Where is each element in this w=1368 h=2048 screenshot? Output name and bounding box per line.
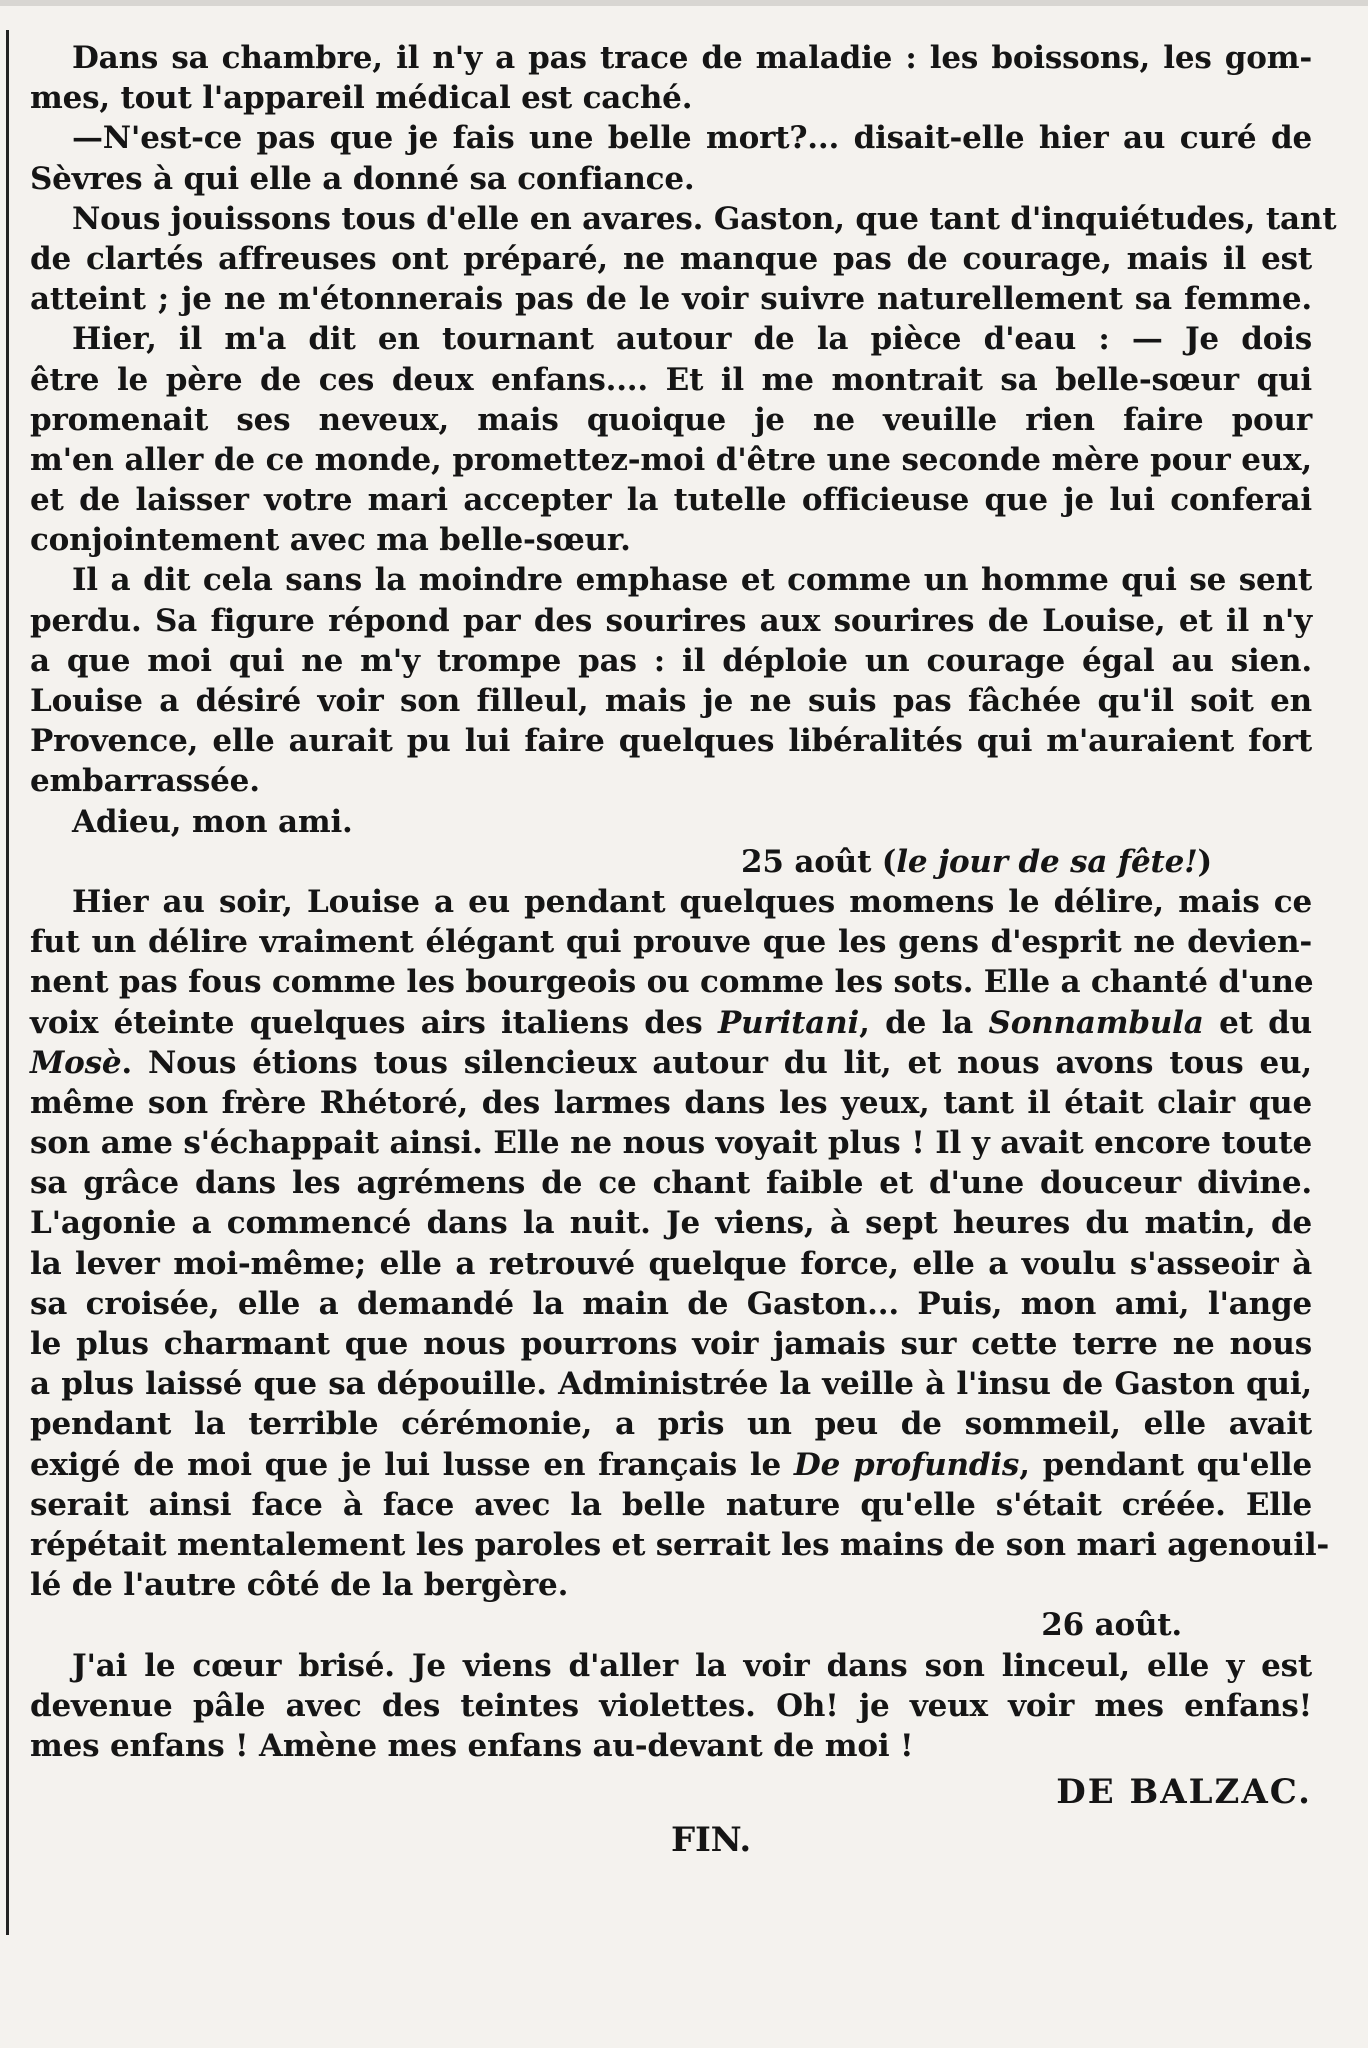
text-line: répétait mentalement les paroles et serrait les mains de son mari agenouil- — [30, 1526, 1330, 1563]
text-line: Provence, elle aurait pu lui faire quelques libéralités qui m'auraient fort — [30, 723, 1312, 760]
text-line: a que moi qui ne m'y trompe pas : il déploie un courage égal au sien. — [30, 642, 1312, 679]
text-line: Sèvres à qui elle a donné sa confiance. — [30, 160, 695, 197]
text-line: Mosè. Nous étions tous silencieux autour du lit, et nous avons tous eu, — [30, 1044, 1312, 1081]
text-line: lé de l'autre côté de la bergère. — [30, 1567, 569, 1604]
italic-title: Puritani — [718, 1004, 860, 1041]
text-line: Il a dit cela sans la moindre emphase et comme un homme qui se sent — [72, 562, 1312, 599]
text-line: —N'est-ce pas que je fais une belle mort?... disait-elle hier au curé de — [72, 120, 1312, 157]
text-line: embarrassée. — [30, 763, 260, 800]
text-line: même son frère Rhétoré, des larmes dans les yeux, tant il était clair que — [30, 1084, 1312, 1121]
text-line: et de laisser votre mari accepter la tutelle officieuse que je lui conferai — [30, 482, 1312, 519]
text-line: 26 août. — [1041, 1607, 1182, 1644]
text-line: exigé de moi que je lui lusse en français le De profundis, pendant qu'elle — [30, 1446, 1312, 1483]
text-line: mes enfans ! Amène mes enfans au-devant de moi ! — [30, 1727, 914, 1764]
italic-title: De profundis — [793, 1446, 1020, 1483]
text-line: nent pas fous comme les bourgeois ou comme les sots. Elle a chanté d'une — [30, 964, 1314, 1001]
text-line: pendant la terrible cérémonie, a pris un peu de sommeil, elle avait — [30, 1406, 1312, 1443]
text-line: promenait ses neveux, mais quoique je ne veuille rien faire pour — [30, 401, 1312, 438]
italic-title: Mosè — [30, 1044, 122, 1081]
text-line: Adieu, mon ami. — [72, 803, 353, 840]
text-line: de clartés affreuses ont préparé, ne manque pas de courage, mais il est — [30, 240, 1312, 277]
text-line: Dans sa chambre, il n'y a pas trace de maladie : les boissons, les gom- — [72, 40, 1312, 76]
signature: DE BALZAC. — [1056, 1772, 1312, 1813]
body-text — [30, 38, 1337, 1766]
top-border — [0, 0, 1368, 6]
text-line: Louise a désiré voir son filleul, mais je ne suis pas fâchée qu'il soit en — [30, 683, 1312, 719]
text-line: sa croisée, elle a demandé la main de Gaston... Puis, mon ami, l'ange — [30, 1285, 1312, 1322]
text-line: fut un délire vraiment élégant qui prouve que les gens d'esprit ne devien- — [30, 924, 1312, 961]
text-line: a plus laissé que sa dépouille. Administrée la veille à l'insu de Gaston qui, — [30, 1366, 1312, 1403]
text-line: son ame s'échappait ainsi. Elle ne nous voyait plus ! Il y avait encore toute — [30, 1125, 1312, 1162]
text-line: atteint ; je ne m'étonnerais pas de le voir suivre naturellement sa femme. — [30, 281, 1312, 318]
text-line: conjointement avec ma belle-sœur. — [30, 522, 631, 559]
text-line: Nous jouissons tous d'elle en avares. Gaston, que tant d'inquiétudes, tant — [72, 200, 1337, 237]
column-rule — [6, 30, 9, 1935]
text-line: sa grâce dans les agrémens de ce chant faible et d'une douceur divine. — [30, 1165, 1312, 1202]
text-line: être le père de ces deux enfans.... Et il me montrait sa belle-sœur qui — [30, 361, 1312, 398]
text-line: J'ai le cœur brisé. Je viens d'aller la voir dans son linceul, elle y est — [72, 1647, 1312, 1684]
end-mark: FIN. — [671, 1820, 751, 1861]
text-line: mes, tout l'appareil médical est caché. — [30, 80, 693, 117]
text-line: Hier au soir, Louise a eu pendant quelques momens le délire, mais ce — [72, 883, 1312, 920]
text-line: serait ainsi face à face avec la belle nature qu'elle s'était créée. Elle — [30, 1486, 1312, 1523]
italic-title: le jour de sa fête! — [896, 843, 1198, 880]
text-column — [30, 38, 1337, 1861]
text-line: le plus charmant que nous pourrons voir jamais sur cette terre ne nous — [30, 1326, 1312, 1362]
text-line: voix éteinte quelques airs italiens des Puritani, de la Sonnambula et du — [30, 1004, 1312, 1041]
text-line: perdu. Sa figure répond par des sourires aux sourires de Louise, et il n'y — [30, 602, 1312, 639]
italic-title: Sonnambula — [988, 1004, 1204, 1041]
text-line: Hier, il m'a dit en tournant autour de la pièce d'eau : — Je dois — [72, 321, 1312, 358]
text-line: 25 août (le jour de sa fête!) — [741, 843, 1212, 880]
text-line: devenue pâle avec des teintes violettes. Oh! je veux voir mes enfans! — [30, 1687, 1312, 1724]
text-line: la lever moi-même; elle a retrouvé quelque force, elle a voulu s'asseoir à — [30, 1245, 1312, 1282]
text-line: L'agonie a commencé dans la nuit. Je viens, à sept heures du matin, de — [30, 1205, 1312, 1242]
text-line: m'en aller de ce monde, promettez-moi d'être une seconde mère pour eux, — [30, 441, 1312, 478]
